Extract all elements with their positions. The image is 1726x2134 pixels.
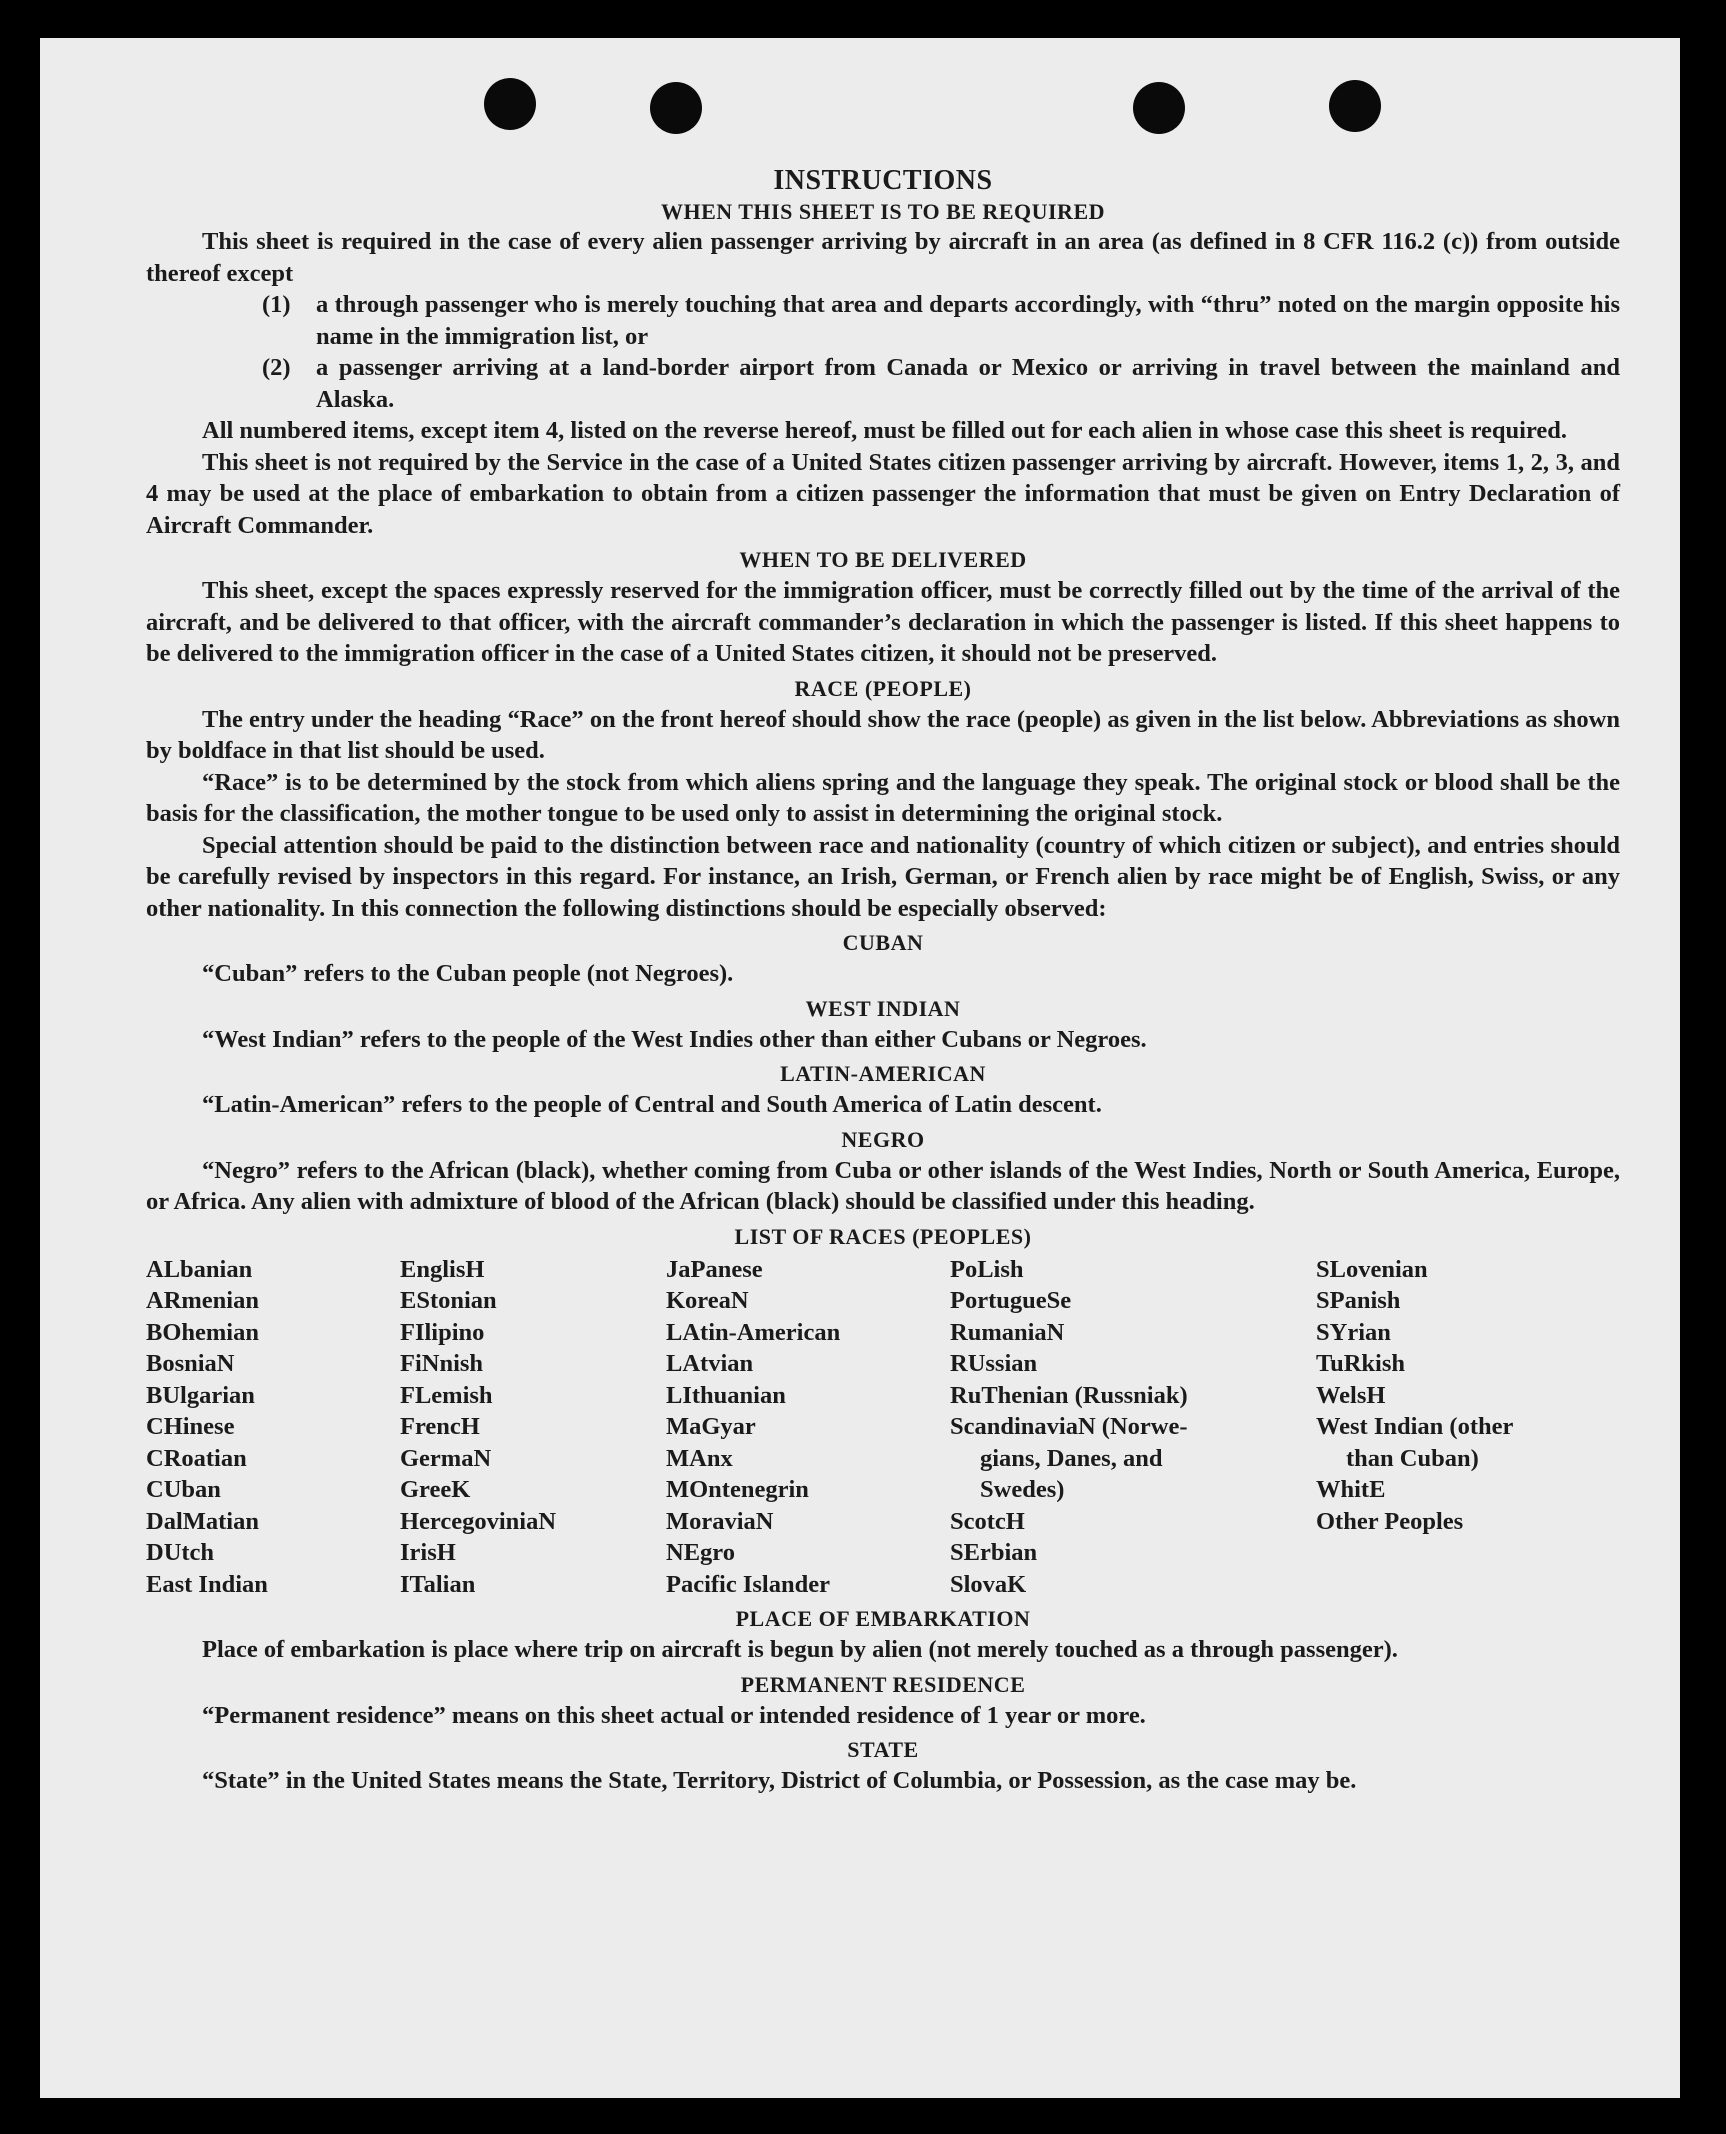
race-entry: NEgro [666, 1539, 735, 1566]
race-entry: FrencH [400, 1413, 480, 1440]
section-heading: WHEN TO BE DELIVERED [739, 547, 1027, 572]
section-heading: PLACE OF EMBARKATION [735, 1606, 1031, 1631]
race-entry: ALbanian [146, 1255, 253, 1283]
race-entry: RUssian [950, 1350, 1038, 1377]
race-entry: IrisH [400, 1539, 456, 1566]
race-entry: BOhemian [146, 1318, 259, 1346]
race-entry: LAtin-American [666, 1318, 841, 1346]
paragraph: This sheet is not required by the Service in the case of a United States citizen passenger arriving by aircraft. However, items 1, 2, 3, and 4 may be used at the place of embarkation to obtain from a citizen passenger the information that must be given on Entry Declaration of Aircraft Commander. [146, 448, 1620, 539]
race-entry: RuThenian (Russniak) [950, 1381, 1188, 1409]
section-heading: RACE (PEOPLE) [794, 675, 972, 701]
item-text: a through passenger who is merely touching that area and departs accordingly, with “thru” noted on the margin opposite his name in the immigration list, or [316, 291, 1620, 350]
race-entry: EnglisH [400, 1255, 485, 1283]
race-column [400, 1254, 666, 1601]
section-heading: PERMANENT RESIDENCE [740, 1671, 1026, 1697]
race-entry: PortugueSe [950, 1287, 1072, 1314]
race-entry: ITalian [400, 1570, 476, 1598]
paragraph: “State” in the United States means the State, Territory, District of Columbia, or Possession, as the case may be. [202, 1767, 1357, 1794]
race-column [950, 1254, 1316, 1601]
document-page [40, 38, 1680, 2098]
race-entry: SPanish [1316, 1287, 1401, 1314]
paragraph: “Cuban” refers to the Cuban people (not Negroes). [202, 960, 734, 987]
race-entry: RumaniaN [950, 1318, 1065, 1346]
paragraph: All numbered items, except item 4, listed on the reverse hereof, must be filled out for each alien in whose case this sheet is required. [202, 417, 1568, 444]
race-entry: SYrian [1316, 1318, 1391, 1346]
item-number: (1) [262, 291, 291, 318]
race-entry: SlovaK [950, 1570, 1027, 1598]
race-entry: MAnx [666, 1444, 733, 1472]
race-column [146, 1254, 400, 1601]
race-column [666, 1254, 950, 1601]
instructions-content [146, 124, 1620, 1797]
punch-hole [484, 78, 536, 130]
race-entry: MOntenegrin [666, 1476, 809, 1503]
race-column [1316, 1254, 1616, 1601]
paragraph: This sheet is required in the case of every alien passenger arriving by aircraft in an area (as defined in 8 CFR 116.2 (c)) from outside thereof except [146, 228, 1620, 287]
race-entry: Other Peoples [1316, 1507, 1464, 1535]
paragraph: The entry under the heading “Race” on the front hereof should show the race (people) as given in the list below. Abbreviations as shown by boldface in that list should be used. [146, 705, 1620, 764]
race-entry: CHinese [146, 1413, 235, 1440]
race-entry: EStonian [400, 1287, 497, 1314]
race-entry: Pacific Islander [666, 1570, 830, 1598]
race-entry: SErbian [950, 1539, 1038, 1566]
section-heading: NEGRO [841, 1126, 925, 1152]
race-entry: HercegoviniaN [400, 1507, 557, 1535]
race-entry: CRoatian [146, 1444, 247, 1472]
section-heading: WHEN THIS SHEET IS TO BE REQUIRED [660, 199, 1106, 224]
race-entry: GreeK [400, 1476, 471, 1503]
section-heading: CUBAN [842, 930, 924, 955]
paragraph: Special attention should be paid to the distinction between race and nationality (country of which citizen or subject), and entries should be carefully revised by inspectors in this regard. For instance, an Irish, German, or French alien by race might be of English, Swiss, or any other nationality. In this connection the following distinctions should be especially observed: [146, 831, 1620, 922]
section-heading: WEST INDIAN [805, 995, 961, 1021]
race-entry: ScotcH [950, 1507, 1025, 1535]
list-item [262, 352, 1620, 415]
race-entry: West Indian (other [1316, 1413, 1514, 1440]
paragraph: “Permanent residence” means on this sheet actual or intended residence of 1 year or more. [202, 1701, 1146, 1729]
race-entry: KoreaN [666, 1287, 749, 1314]
race-entry: LIthuanian [666, 1381, 786, 1409]
paragraph: Place of embarkation is place where trip on aircraft is begun by alien (not merely touched as a through passenger). [202, 1636, 1398, 1663]
paragraph: This sheet, except the spaces expressly reserved for the immigration officer, must be correctly filled out by the time of the arrival of the aircraft, and be delivered to that officer, with the aircraft commander’s declaration in which the passenger is listed. If this sheet happens to be delivered to the immigration officer in the case of a United States citizen, it should not be preserved. [146, 577, 1620, 667]
race-entry: ScandinaviaN (Norwe- [950, 1413, 1188, 1440]
race-entry: GermaN [400, 1444, 492, 1472]
race-list [146, 1254, 1620, 1601]
race-entry: gians, Danes, and [980, 1444, 1163, 1472]
race-entry: ARmenian [146, 1287, 259, 1314]
race-entry: LAtvian [666, 1350, 754, 1377]
race-entry: BUlgarian [146, 1381, 255, 1409]
paragraph: “Race” is to be determined by the stock from which aliens spring and the language they speak. The original stock or blood shall be the basis for the classification, the mother tongue to be used only to assist in determining the original stock. [146, 768, 1620, 827]
section-heading: LATIN-AMERICAN [780, 1061, 986, 1086]
list-item [262, 289, 1620, 352]
page-title: INSTRUCTIONS [773, 165, 993, 196]
race-entry: DUtch [146, 1539, 215, 1566]
race-entry: FiNnish [400, 1350, 484, 1377]
race-entry: CUban [146, 1476, 221, 1503]
race-entry: DalMatian [146, 1507, 259, 1535]
race-entry: JaPanese [666, 1255, 763, 1283]
race-entry: than Cuban) [1346, 1444, 1479, 1472]
race-entry: BosniaN [146, 1350, 235, 1377]
race-entry: East Indian [146, 1570, 268, 1598]
race-entry: WelsH [1316, 1381, 1386, 1409]
section-heading: LIST OF RACES (PEOPLES) [734, 1223, 1032, 1249]
paragraph: “West Indian” refers to the people of the West Indies other than either Cubans or Negroes. [202, 1025, 1147, 1053]
race-entry: TuRkish [1316, 1350, 1406, 1377]
race-entry: WhitE [1316, 1476, 1386, 1503]
race-entry: FLemish [400, 1381, 493, 1409]
race-entry: Swedes) [980, 1476, 1065, 1503]
race-entry: PoLish [950, 1255, 1024, 1283]
race-entry: MoraviaN [666, 1507, 774, 1535]
race-entry: MaGyar [666, 1413, 756, 1440]
race-entry: FIlipino [400, 1318, 485, 1346]
section-heading: STATE [847, 1737, 919, 1762]
item-text: a passenger arriving at a land-border airport from Canada or Mexico or arriving in travel between the mainland and Alaska. [316, 354, 1620, 413]
paragraph: “Latin-American” refers to the people of Central and South America of Latin descent. [202, 1091, 1102, 1118]
race-entry: SLovenian [1316, 1255, 1428, 1283]
paragraph: “Negro” refers to the African (black), whether coming from Cuba or other islands of the West Indies, North or South America, Europe, or Africa. Any alien with admixture of blood of the African (black) should be classified under this heading. [146, 1156, 1620, 1215]
item-number: (2) [262, 354, 291, 381]
